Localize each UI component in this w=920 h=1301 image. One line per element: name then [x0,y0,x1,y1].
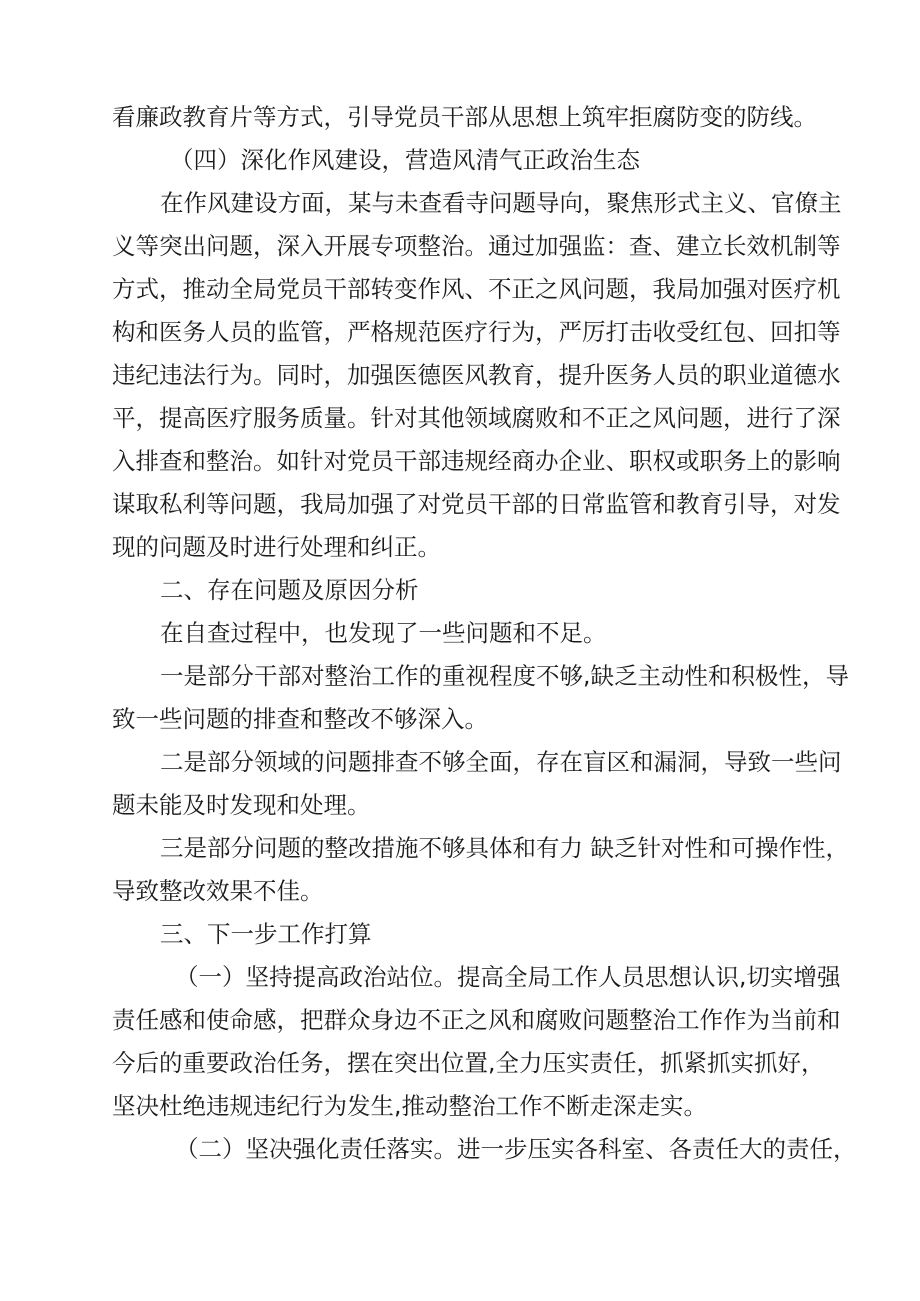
paragraph-line: 方式，推动全局党员干部转变作风、不正之风问题，我局加强对医疗机 [112,275,841,303]
section-heading: 二、存在问题及原因分析 [160,576,419,604]
paragraph-line: 责任感和使命感，把群众身边不正之风和腐败问题整治工作作为当前和 [112,1006,841,1034]
paragraph-line: （一）坚持提高政治站位。提高全局工作人员思想认识,切实增强 [175,963,841,991]
paragraph-line: 违纪违法行为。同时，加强医德医风教育，提升医务人员的职业道德水 [112,361,841,389]
paragraph-line: 入排查和整治。如针对党员干部违规经商办企业、职权或职务上的影响 [112,447,841,475]
paragraph-line: 谋取私利等问题，我局加强了对党员干部的日常监管和教育引导，对发 [112,490,841,518]
paragraph-line: （二）坚决强化责任落实。进一步压实各科室、各责任大的责任， [175,1135,857,1163]
paragraph-line: 在作风建设方面，某与未查看寺问题导向，聚焦形式主义、官僚主 [160,189,842,217]
paragraph-line: 一是部分干部对整治工作的重视程度不够,缺乏主动性和积极性，导 [160,662,849,690]
paragraph-line: 坚决杜绝违规违纪行为发生,推动整治工作不断走深走实。 [112,1092,707,1120]
paragraph-line: 义等突出问题，深入开展专项整治。通过加强监：查、建立长效机制等 [112,232,841,260]
paragraph-line: 今后的重要政治任务，摆在突出位置,全力压实责任，抓紧抓实抓好， [112,1049,825,1077]
paragraph-line: 现的问题及时进行处理和纠正。 [112,533,441,561]
paragraph-line: 二是部分领域的问题排查不够全面，存在盲区和漏洞，导致一些问 [160,748,842,776]
section-heading: 三、下一步工作打算 [160,920,372,948]
paragraph-line: 构和医务人员的监管，严格规范医疗行为，严厉打击收受红包、回扣等 [112,318,841,346]
paragraph-line: 在自查过程中，也发现了一些问题和不足。 [160,619,607,647]
paragraph-line: 三是部分问题的整改措施不够具体和有力 缺乏针对性和可操作性， [160,834,849,862]
paragraph-line: 平，提高医疗服务质量。针对其他领域腐败和不正之风问题，进行了深 [112,404,841,432]
paragraph-line: 导致整改效果不佳。 [112,877,324,905]
paragraph-line: 题未能及时发现和处理。 [112,791,371,819]
paragraph-line: 看廉政教育片等方式，引导党员干部从思想上筑牢拒腐防变的防线。 [112,103,817,131]
section-heading: （四）深化作风建设，营造风清气正政治生态 [170,146,640,174]
paragraph-line: 致一些问题的排查和整改不够深入。 [112,705,488,733]
